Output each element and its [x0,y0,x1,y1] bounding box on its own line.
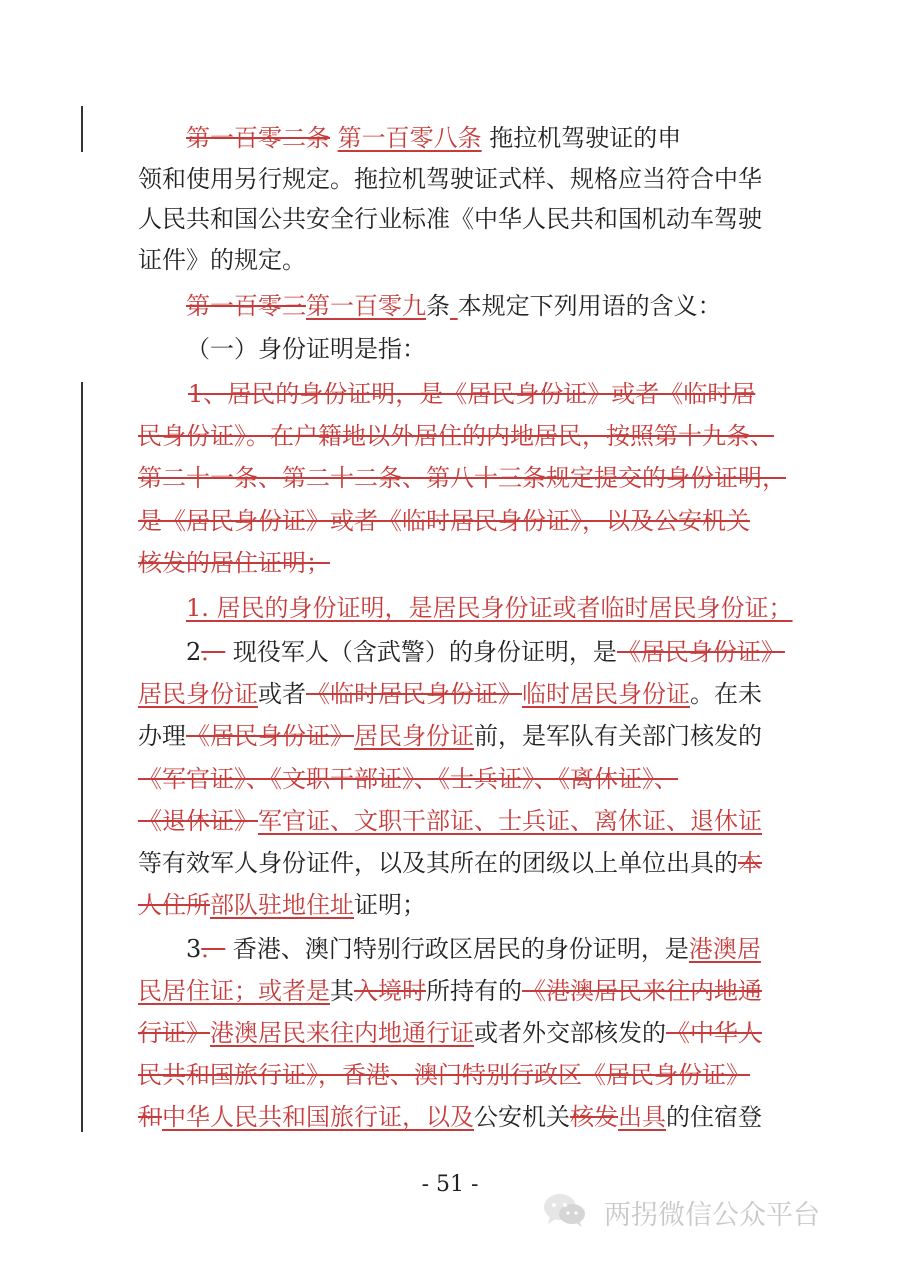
deleted-text: 《退休证》 [138,807,258,835]
body-text: 的住宿登 [666,1103,762,1131]
watermark-text: 两拐微信公众平台 [604,1200,820,1231]
body-text: 。在未 [690,680,762,708]
body-text: 现役军人（含武警）的身份证明，是 [225,638,617,666]
revision-margin-bar [81,382,83,1132]
body-text: 或者 [258,680,306,708]
deleted-text: 第二十一条、第二十二条、第八十三条规定提交的身份证明， [138,464,786,492]
body-text: 或者外交部核发的 [474,1019,666,1047]
text-line [138,1101,768,1133]
body-text: 2 [186,638,202,666]
inserted-text: 临时居民身份证 [522,680,690,708]
text-line [138,847,768,879]
inserted-text: 军官证、文职干部证、士兵证、离休证、退休证 [258,807,762,835]
body-text: 条 [426,292,450,320]
deleted-text: 民共和国旅行证》，香港、澳门特别行政区《居民身份证》 [138,1061,750,1089]
deleted-text: ． [201,638,226,666]
text-line [138,678,768,710]
revision-margin-bar [81,106,83,152]
wechat-icon [540,1190,590,1230]
deleted-text: 《港澳居民来往内地通 [522,977,762,1005]
body-text: 办理 [138,722,186,750]
body-text: 3 [186,935,202,963]
deleted-text: 《居民身份证》 [616,638,785,666]
inserted-text: 出具 [618,1103,666,1131]
inserted-text: 1. 居民的身份证明，是居民身份证或者临时居民身份证； [186,594,793,622]
deleted-text: 第一百零二条 [186,124,330,152]
body-text: 公安机关 [474,1103,570,1131]
deleted-text: 第一百零三 [186,292,306,320]
inserted-text: 港澳居 [688,935,761,963]
inserted-text: 居民身份证 [354,722,474,750]
inserted-text: 居民身份证 [138,680,258,708]
deleted-text: 《中华人 [666,1019,762,1047]
deleted-text: ． [201,935,226,963]
body-text: 等有效军人身份证件，以及其所在的团级以上单位出具的 [138,849,738,877]
body-text: 所持有的 [426,977,522,1005]
body-text: 领和使用另行规定。拖拉机驾驶证式样、规格应当符合中华 [138,165,762,193]
inserted-text: 部队驻地住址 [210,891,354,919]
deleted-text: 核发的居住证明； [138,549,330,577]
text-line [138,420,774,452]
inserted-text: 民居住证；或者是 [138,977,330,1005]
text-line [186,122,816,154]
text-line [186,933,816,965]
body-text [330,124,338,152]
text-line [138,462,786,494]
page-number: - 51 - [421,1172,479,1197]
text-line [138,805,768,837]
inserted-text: 中华人民共和国旅行证，以及 [162,1103,474,1131]
text-line [138,203,768,235]
body-text: 证明； [354,891,426,919]
deleted-text: 入境时 [354,977,426,1005]
body-text: 拖拉机驾驶证的申 [481,124,682,152]
text-line [138,720,768,752]
body-text: 前，是军队有关部门核发的 [474,722,762,750]
deleted-text: 《军官证》、《文职干部证》、《士兵证》、《离休证》、 [138,765,678,793]
text-line [138,1017,768,1049]
body-text: 证件》的规定。 [138,246,306,274]
body-text: 香港、澳门特别行政区居民的身份证明，是 [225,935,689,963]
inserted-text: 第一百零九 [306,292,426,320]
text-line [186,333,816,365]
deleted-text: 本 [738,849,762,877]
body-text: 人民共和国公共安全行业标准《中华人民共和国机动车驾驶 [138,205,762,233]
text-line [138,244,768,276]
deleted-text: 1、居民的身份证明，是《居民身份证》或者《临时居 [188,380,756,408]
deleted-text: 核发 [570,1103,618,1131]
body-text: 本规定下列用语的含义： [457,292,722,320]
deleted-text: 《居民身份证》 [186,722,354,750]
text-line [188,378,818,410]
text-line [138,1059,768,1091]
deleted-text: 是《居民身份证》或者《临时居民身份证》，以及公安机关 [138,507,750,535]
inserted-text [450,292,458,320]
body-text: （一）身份证明是指： [186,335,426,363]
text-line [138,975,768,1007]
text-line [138,505,768,537]
text-line [186,636,816,668]
inserted-text: 第一百零八条 [337,124,482,152]
deleted-text: 《临时居民身份证》 [306,680,522,708]
text-line [138,763,768,795]
deleted-text: 民身份证》。在户籍地以外居住的内地居民，按照第十九条、 [138,422,774,450]
text-line [186,290,816,322]
deleted-text: 人住所 [138,891,210,919]
deleted-text: 行证》 [138,1019,210,1047]
text-line [138,163,768,195]
body-text: 其 [330,977,354,1005]
text-line [186,592,816,624]
text-line [138,547,768,579]
text-line [138,889,768,921]
inserted-text: 港澳居民来往内地通行证 [210,1019,474,1047]
deleted-text: 和 [138,1103,162,1131]
